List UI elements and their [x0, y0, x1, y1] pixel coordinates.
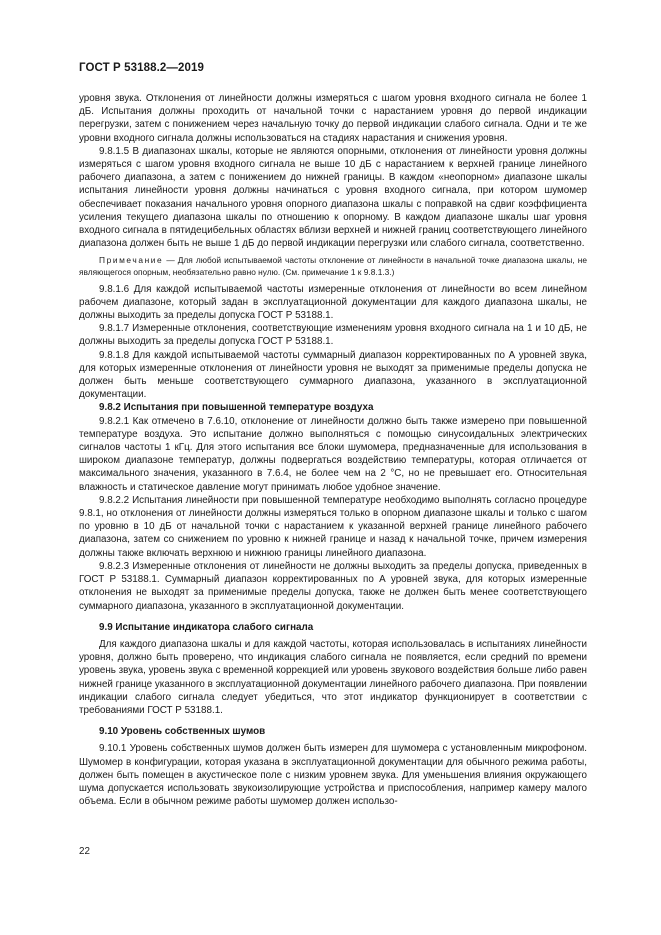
- paragraph-9-8-1-8: 9.8.1.8 Для каждой испытываемой частоты суммарный диапазон корректированных по А уровней звука, для которых измеренные отклонения от линейности уровня не выходят за применимые пределы допуска не должен быть меньше соответствующего суммарного диапазона, указанного в эксплуатационной документации.: [79, 349, 587, 401]
- paragraph-9-8-1-7: 9.8.1.7 Измеренные отклонения, соответствующие изменениям уровня входного сигнала на 1 и 10 дБ, не должны выходить за пределы допуска ГОСТ Р 53188.1.: [79, 323, 587, 348]
- heading-9-10: 9.10 Уровень собственных шумов: [99, 726, 266, 738]
- heading-9-9: 9.9 Испытание индикатора слабого сигнала: [99, 621, 314, 633]
- note-label: Примечание: [99, 255, 164, 266]
- note: [79, 255, 587, 278]
- document-body: [79, 92, 587, 808]
- paragraph-9-8-2-3: 9.8.2.3 Измеренные отклонения от линейности не должны выходить за пределы допуска, приведенных в ГОСТ Р 53188.1. Суммарный диапазон корректированных по А уровней звука, для которых измеренные отклонения не выходят за применимые пределы допуска, также не должен быть менее соответствующего суммарного диапазона, указанного в эксплуатационной документации.: [79, 560, 587, 612]
- paragraph-9-9: Для каждого диапазона шкалы и для каждой частоты, которая использовалась в испытаниях линейности уровня, должно быть проверено, что индикация слабого сигнала не появляется, если средний по времени уровень звука, уровень звука с временной коррекцией или уровень звукового воздействия больше либо равен нижней границе указанного в эксплуатационной документации линейного рабочего диапазона. При появлении индикации слабого сигнала следует убедиться, что этот индикатор функционирует в соответствии с требованиями ГОСТ Р 53188.1.: [79, 638, 587, 716]
- paragraph-9-8-1-6: 9.8.1.6 Для каждой испытываемой частоты измеренные отклонения от линейности во всем линейном рабочем диапазоне, который задан в эксплуатационной документации для каждого диапазона шкалы, не должны выходить за пределы допуска ГОСТ Р 53188.1.: [79, 283, 587, 322]
- paragraph-9-8-2-1: 9.8.2.1 Как отмечено в 7.6.10, отклонение от линейности должно быть также измерено при повышенной температуре воздуха. Это испытание должно выполняться с помощью синусоидальных электрических сигналов частоты 1 кГц. Для этого испытания все блоки шумомера, предназначенные для использования в широком диапазоне температур, должны подвергаться воздействию температуры, которая отличается от максимального значения, указанного в 7.6.4, не более чем на 2 °С, но не превышает его. Относительная влажность и статическое давление могут принимать любое удобное значение.: [79, 415, 587, 493]
- paragraph-continuation: уровня звука. Отклонения от линейности должны измеряться с шагом уровня входного сигнала не более 1 дБ. Испытания должны проходить от начальной точки с нарастанием уровня до первой индикации перегрузки, затем с понижением через начальную точку до первой индикации слабого сигнала. Одни и те же уровни входного сигнала должны использоваться на стадиях нарастания и снижения уровня.: [79, 93, 587, 144]
- paragraph-9-8-1-5: 9.8.1.5 В диапазонах шкалы, которые не являются опорными, отклонения от линейности уровня должны измеряться с шагом уровня входного сигнала не выше 10 дБ с нарастанием к верхней границе линейного рабочего диапазона, а затем с понижением до нижней границы. В каждом «неопорном» диапазоне шкалы испытания линейности уровня должны начинаться с уровня входного сигнала, при котором шумомер обеспечивает показания начального уровня опорного диапазона шкалы с поправкой на сдвиг коэффициента усиления текущего диапазона шкалы по отношению к опорному. В каждом диапазоне шкалы шаг уровня входного сигнала в пятидецибельных областях вблизи верхней и нижней границ соответствующего линейного диапазона должен быть не выше 1 дБ до первой индикации перегрузки или слабого сигнала, соответственно.: [79, 145, 587, 250]
- heading-9-8-2: 9.8.2 Испытания при повышенной температуре воздуха: [99, 402, 374, 414]
- paragraph-9-10-1: 9.10.1 Уровень собственных шумов должен быть измерен для шумомера с установленным микрофоном. Шумомер в конфигурации, которая указана в эксплуатационной документации для обычного режима работы, должен быть помещен в акустическое поле с низким уровнем звука. Для уменьшения влияния окружающего шума допускается использовать звукоизолирующие устройства и приспособления, например камеру малого объема. Если в обычном режиме работы шумомер должен использо-: [79, 743, 587, 808]
- page-number: 22: [79, 846, 90, 857]
- note-text: — Для любой испытываемой частоты отклонение от линейности в начальной точке диапазона шкалы, не являющегося опорным, необязательно равно нулю. (См. примечание 1 к 9.8.1.3.): [79, 255, 587, 278]
- document-header: ГОСТ Р 53188.2—2019: [79, 62, 204, 74]
- paragraph-9-8-2-2: 9.8.2.2 Испытания линейности при повышенной температуре необходимо выполнять согласно процедуре 9.8.1, но отклонения от линейности должны измеряться только в опорном диапазоне шкалы и только с шагом по уровню в 10 дБ от начальной точки с нарастанием к указанной верхней границе линейного рабочего диапазона, затем со снижением по уровню к нижней границе и назад к начальной точке, причем измерения должны также включать верхнюю и нижнюю границы линейного диапазона.: [79, 494, 587, 559]
